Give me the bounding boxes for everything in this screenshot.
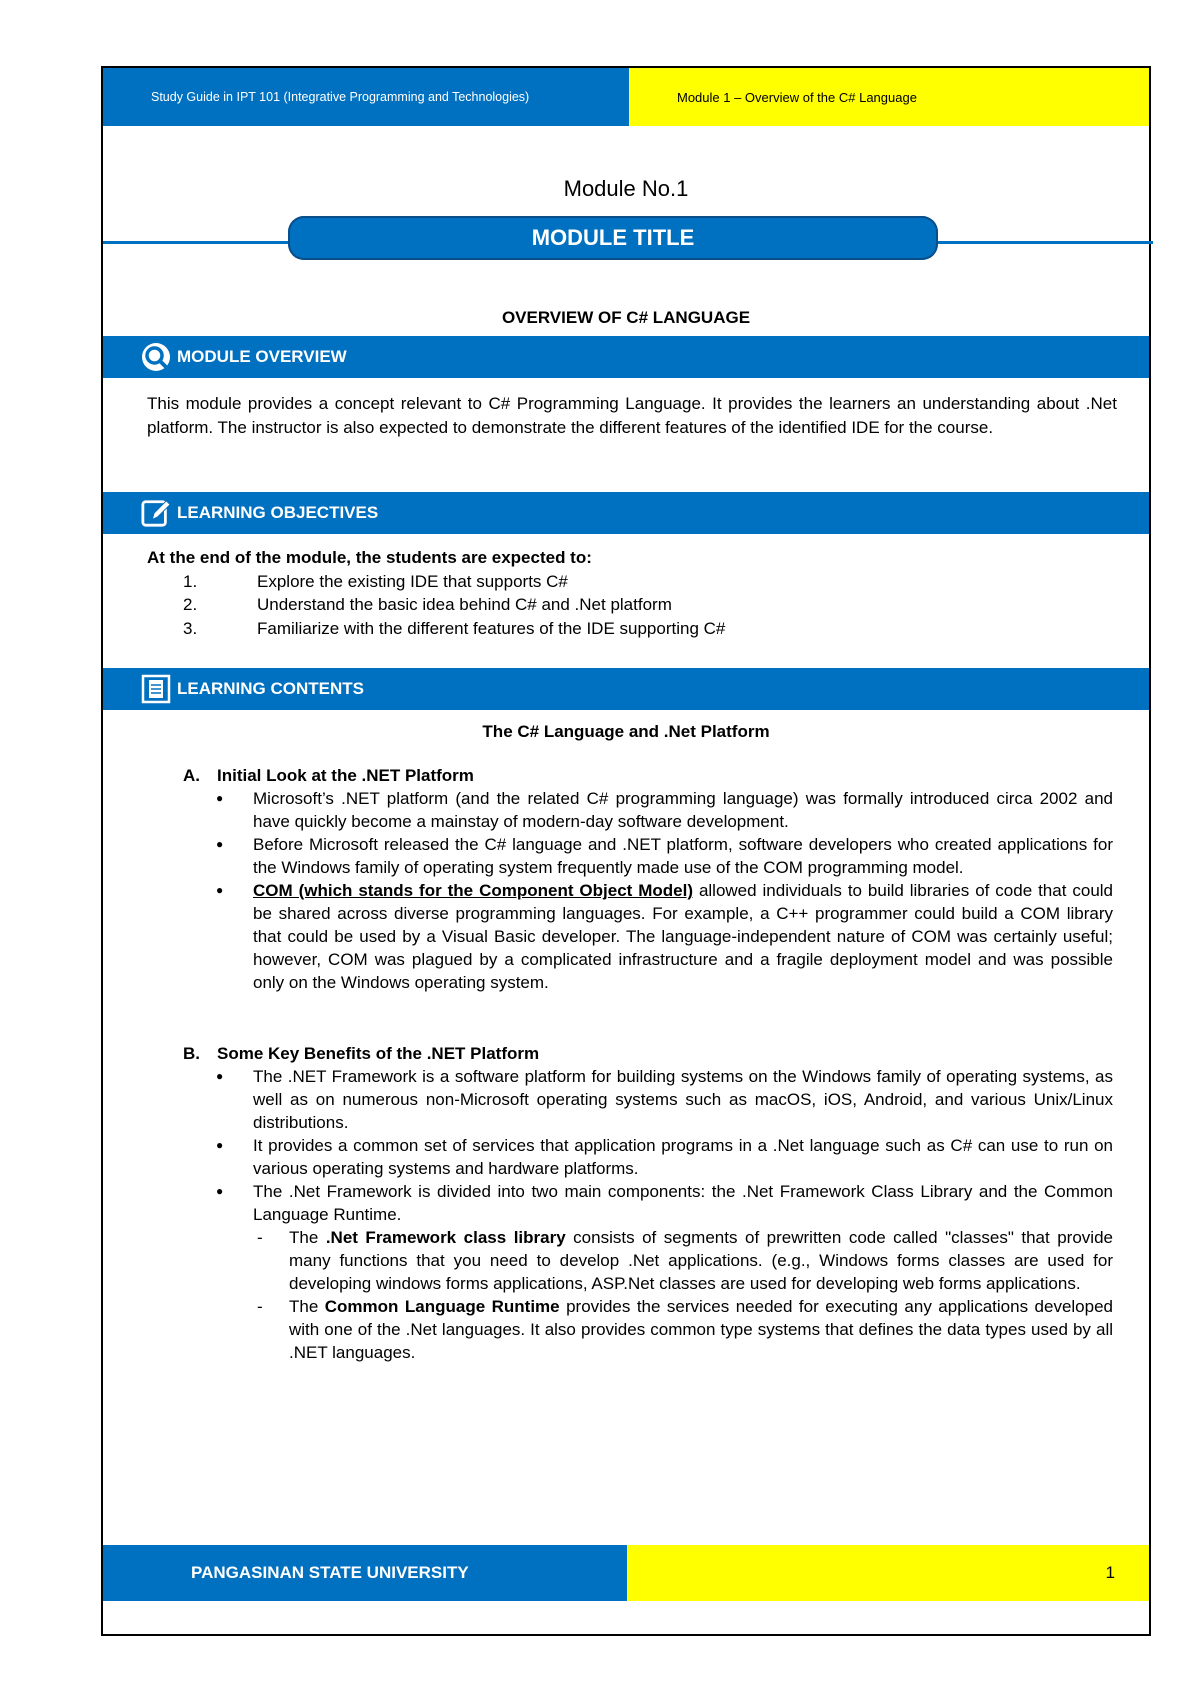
- section-letter: B.: [183, 1044, 200, 1063]
- objective-item: [147, 593, 1117, 617]
- module-overview-text: This module provides a concept relevant to C# Programming Language. It provides the learners an understanding about .Net platform. The instructor is also expected to demonstrate the different features of the identified IDE for the course.: [147, 394, 1117, 437]
- list-item: ● Microsoft’s .NET platform (and the related C# programming language) was formally introduced circa 2002 and have quickly become a mainstay of modern-day software development.: [103, 787, 1149, 833]
- header-course-title: Study Guide in IPT 101 (Integrative Programming and Technologies): [103, 68, 629, 126]
- page-footer: [103, 1545, 1149, 1601]
- list-item: ● The .Net Framework is divided into two main components: the .Net Framework Class Library and the Common Language Runtime.: [103, 1180, 1149, 1226]
- module-title-banner: MODULE TITLE: [288, 216, 938, 260]
- com-term: COM (which stands for the Component Object Model): [253, 881, 694, 900]
- section-b: [103, 1042, 1149, 1364]
- learning-objectives-heading: LEARNING OBJECTIVES: [177, 503, 379, 522]
- header-module-title: Module 1 – Overview of the C# Language: [629, 68, 1149, 126]
- objective-text: Understand the basic idea behind C# and .Net platform: [257, 595, 672, 614]
- text-span: provides the services needed for executing any applications developed with one of the .Net languages. It also provides common type systems that defines the data types used by all .NET languages.: [289, 1297, 1113, 1362]
- objective-number: 1.: [183, 571, 198, 591]
- module-number: Module No.1: [563, 176, 689, 201]
- module-overview-heading: MODULE OVERVIEW: [177, 347, 347, 366]
- list-item: ● The .NET Framework is a software platform for building systems on the Windows family of operating systems, as well as on numerous non-Microsoft operating systems such as macOS, iOS, Android, and various Unix/Linux distributions.: [103, 1065, 1149, 1134]
- objective-number: 3.: [183, 618, 198, 638]
- document-page: [101, 66, 1151, 1636]
- objective-item: [147, 617, 1117, 641]
- learning-contents-heading: LEARNING CONTENTS: [177, 679, 364, 698]
- list-item: ● It provides a common set of services that application programs in a .Net language such as C# can use to run on various operating systems and hardware platforms.: [103, 1134, 1149, 1180]
- sub-list-item: [103, 1295, 1149, 1364]
- section-a: [103, 764, 1149, 994]
- section-a-heading: [103, 764, 1149, 787]
- page-number: 1: [627, 1545, 1149, 1601]
- objective-item: [147, 570, 1117, 594]
- learning-contents-bar: [103, 668, 1149, 710]
- magnifier-icon: [141, 342, 171, 372]
- document-icon: [141, 674, 171, 704]
- section-title: Initial Look at the .NET Platform: [217, 766, 474, 785]
- text-span: The: [289, 1297, 325, 1316]
- objectives-list: [147, 546, 1117, 640]
- text-span: The: [289, 1228, 326, 1247]
- footer-university: PANGASINAN STATE UNIVERSITY: [103, 1545, 627, 1601]
- learning-objectives-bar: [103, 492, 1149, 534]
- module-title: OVERVIEW OF C# LANGUAGE: [501, 308, 751, 327]
- clr-term: Common Language Runtime: [324, 1297, 560, 1316]
- section-title: Some Key Benefits of the .NET Platform: [217, 1044, 540, 1063]
- contents-title: The C# Language and .Net Platform: [482, 722, 770, 741]
- page-header: [103, 68, 1149, 126]
- title-divider-right: [933, 241, 1153, 244]
- edit-icon: [141, 498, 171, 528]
- text-span: consists of segments of prewritten code called "classes" that provide many functions that you need to develop .Net applications. (e.g., Windows forms classes are used for developing windows forms applications, ASP.Net classes are used for developing web forms applications.: [289, 1228, 1113, 1293]
- com-description: allowed individuals to build libraries of code that could be shared across diverse programming languages. For example, a C++ programmer could build a COM library that could be used by a Visual Basic developer. The language-independent nature of COM was certainly useful; however, COM was plagued by a complicated infrastructure and a fragile deployment model and was possible only on the Windows operating system.: [253, 881, 1114, 992]
- objective-text: Familiarize with the different features of the IDE supporting C#: [257, 618, 726, 638]
- section-b-heading: [103, 1042, 1149, 1065]
- sub-list-item: [103, 1226, 1149, 1295]
- list-item: ● Before Microsoft released the C# language and .NET platform, software developers who created applications for the Windows family of operating system frequently made use of the COM programming model.: [103, 833, 1149, 879]
- objective-number: 2.: [183, 595, 198, 614]
- list-item: [103, 879, 1149, 994]
- objectives-intro: At the end of the module, the students are expected to:: [147, 548, 592, 567]
- section-letter: A.: [183, 766, 200, 785]
- class-library-term: .Net Framework class library: [325, 1228, 566, 1247]
- objective-text: Explore the existing IDE that supports C#: [257, 571, 568, 591]
- title-divider-left: [103, 241, 293, 244]
- module-overview-bar: [103, 336, 1149, 378]
